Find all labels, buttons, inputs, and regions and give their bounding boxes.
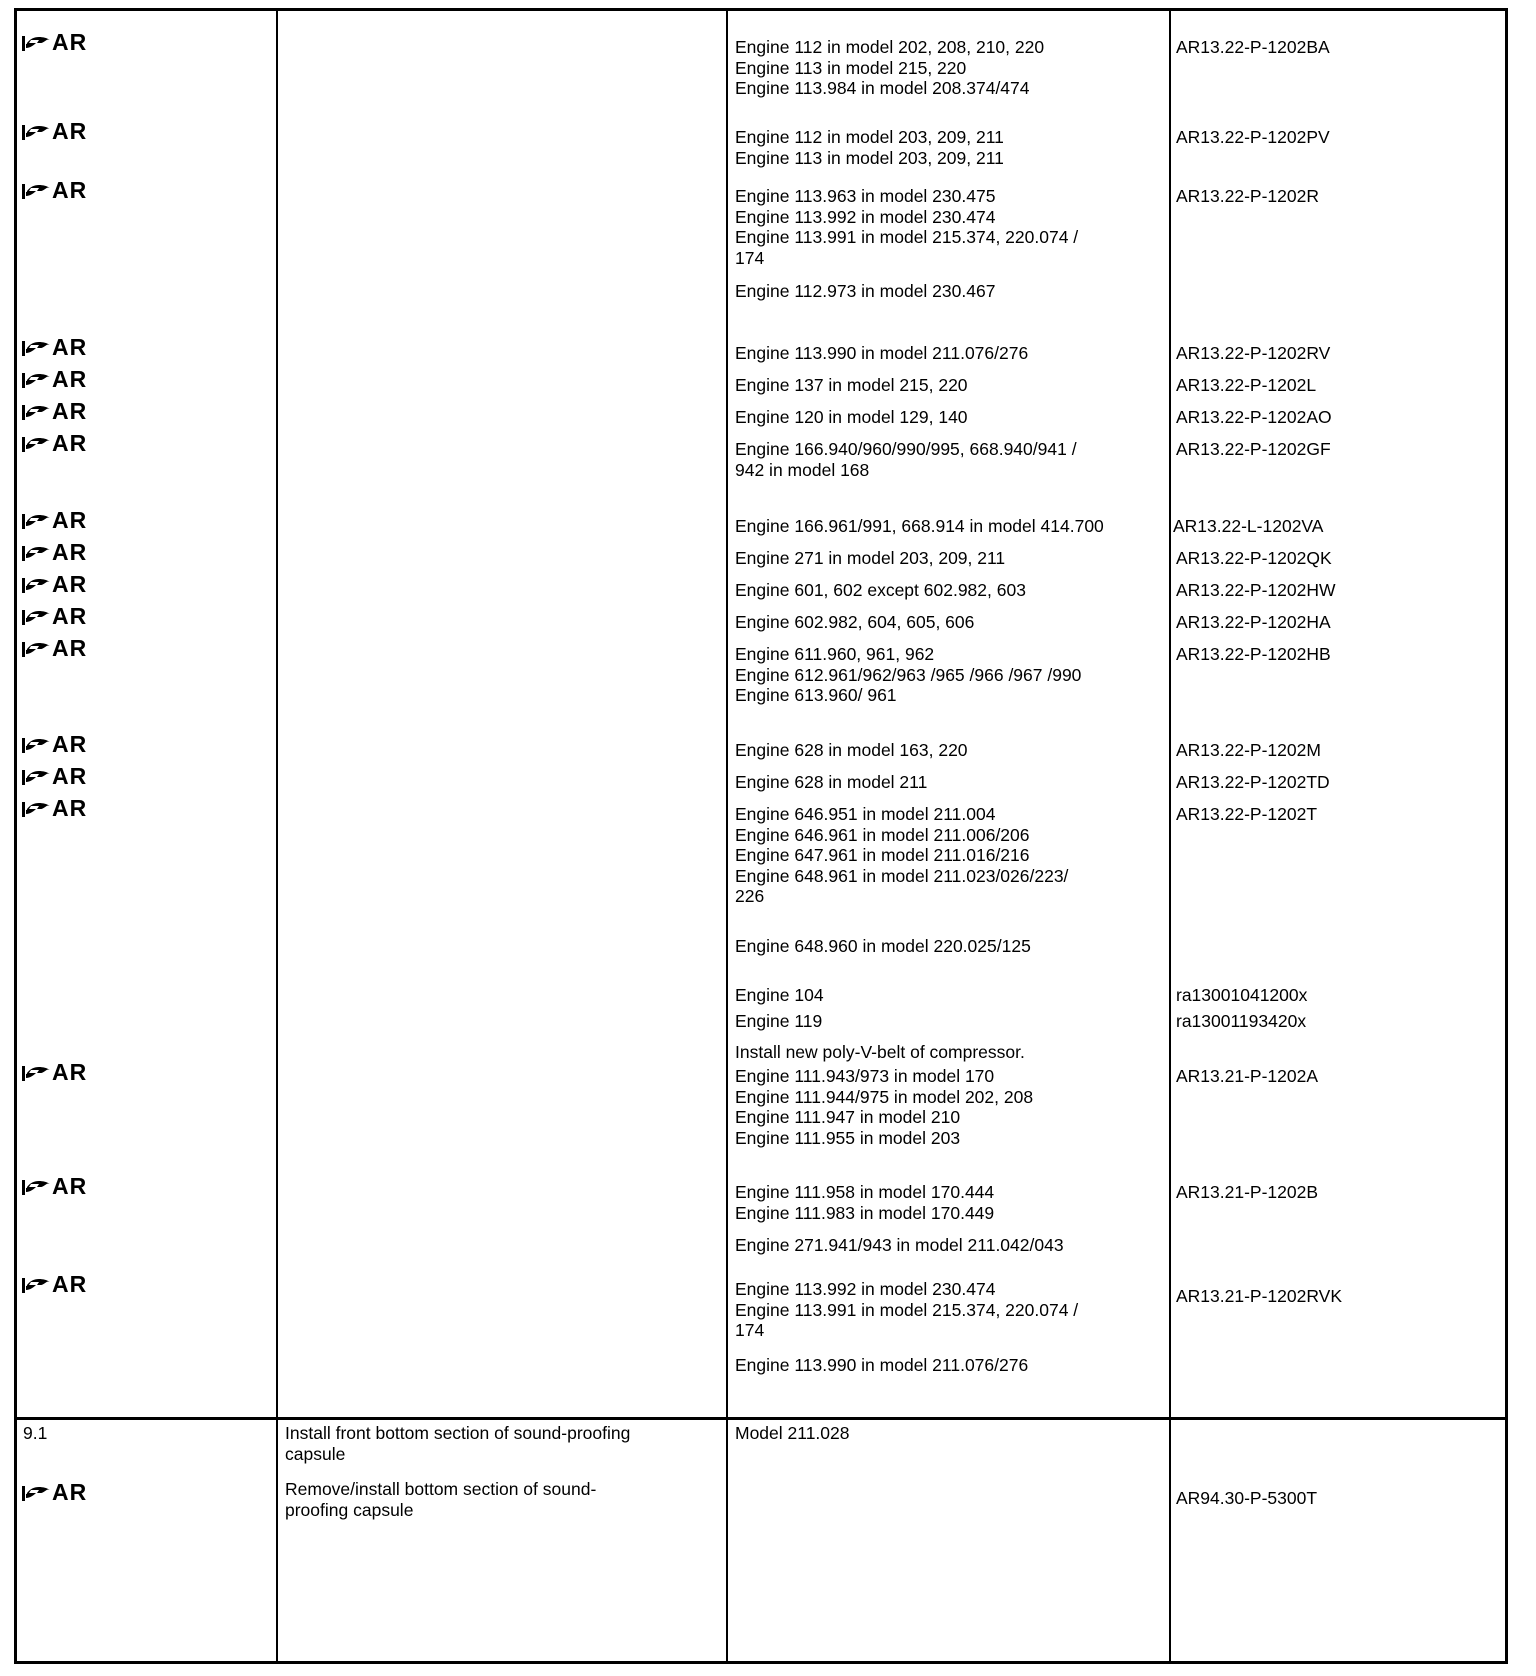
- detail-text: Engine 271 in model 203, 209, 211: [735, 548, 1006, 568]
- ar-marker: [21, 368, 87, 392]
- ar-label: AR: [52, 177, 88, 203]
- hand-pointing-icon: [21, 576, 51, 595]
- ar-marker: [21, 179, 87, 203]
- hand-pointing-icon: [21, 512, 51, 531]
- step-number: 9.1: [23, 1423, 48, 1443]
- hand-pointing-icon: [21, 339, 51, 358]
- detail-text: Engine 113.992 in model 230.474 Engine 113.991 in model 215.374, 220.074 / 174 Engine 113.990 in model 211.076/276: [735, 1279, 1079, 1375]
- detail-text: Engine 111.958 in model 170.444 Engine 111.983 in model 170.449 Engine 271.941/943 in model 211.042/043: [735, 1182, 1064, 1255]
- detail-text: Engine 120 in model 129, 140: [735, 407, 968, 427]
- detail-text: Engine 112 in model 202, 208, 210, 220 Engine 113 in model 215, 220 Engine 113.984 in model 208.374/474: [735, 37, 1045, 98]
- detail-text: Engine 166.940/960/990/995, 668.940/941 / 942 in model 168: [735, 439, 1077, 480]
- ar-label: AR: [52, 334, 88, 360]
- hand-pointing-icon: [21, 371, 51, 390]
- task-text: Install front bottom section of sound-proofing capsule: [285, 1423, 631, 1464]
- hand-pointing-icon: [21, 800, 51, 819]
- code-text: AR13.21-P-1202A: [1176, 1066, 1319, 1086]
- section-divider: [17, 1417, 1505, 1420]
- ar-marker: [21, 432, 87, 456]
- detail-text: Engine 104: [735, 985, 824, 1005]
- table-frame: [14, 8, 1508, 1664]
- hand-pointing-icon: [21, 736, 51, 755]
- ar-marker: [21, 637, 87, 661]
- detail-text: Engine 628 in model 163, 220: [735, 740, 968, 760]
- detail-text: Model 211.028: [735, 1423, 850, 1443]
- ar-marker: [21, 509, 87, 533]
- code-text: AR94.30-P-5300T: [1176, 1488, 1318, 1508]
- detail-text: Engine 112 in model 203, 209, 211 Engine 113 in model 203, 209, 211: [735, 127, 1004, 168]
- ar-marker: [21, 1481, 87, 1505]
- code-text: AR13.22-P-1202M: [1176, 740, 1321, 760]
- ar-label: AR: [52, 430, 88, 456]
- code-text: AR13.22-P-1202T: [1176, 804, 1318, 824]
- code-text: AR13.22-P-1202L: [1176, 375, 1317, 395]
- detail-text: Engine 628 in model 211: [735, 772, 928, 792]
- code-text: AR13.22-P-1202GF: [1176, 439, 1331, 459]
- ar-label: AR: [52, 603, 88, 629]
- ar-label: AR: [52, 398, 88, 424]
- detail-text: Install new poly-V-belt of compressor.: [735, 1042, 1025, 1062]
- ar-label: AR: [52, 635, 88, 661]
- detail-text: Engine 602.982, 604, 605, 606: [735, 612, 975, 632]
- detail-text: Engine 137 in model 215, 220: [735, 375, 968, 395]
- ar-marker: [21, 400, 87, 424]
- hand-pointing-icon: [21, 608, 51, 627]
- ar-label: AR: [52, 118, 88, 144]
- column-divider-2: [726, 11, 728, 1661]
- ar-label: AR: [52, 1059, 88, 1085]
- ar-marker: [21, 1061, 87, 1085]
- code-text: AR13.21-P-1202RVK: [1176, 1286, 1343, 1306]
- code-text: ra13001041200x: [1176, 985, 1308, 1005]
- ar-marker: [21, 541, 87, 565]
- code-text: AR13.22-P-1202RV: [1176, 343, 1331, 363]
- hand-pointing-icon: [21, 640, 51, 659]
- code-text: AR13.22-P-1202BA: [1176, 37, 1330, 57]
- ar-marker: [21, 336, 87, 360]
- ar-label: AR: [52, 571, 88, 597]
- detail-text: Engine 119: [735, 1011, 823, 1031]
- detail-text: Engine 111.943/973 in model 170 Engine 111.944/975 in model 202, 208 Engine 111.947 in model 210 Engine 111.955 in model 203: [735, 1066, 1034, 1148]
- detail-text: Engine 166.961/991, 668.914 in model 414.700: [735, 516, 1104, 536]
- ar-label: AR: [52, 29, 88, 55]
- ar-marker: [21, 605, 87, 629]
- code-text: AR13.22-P-1202HW: [1176, 580, 1336, 600]
- ar-marker: [21, 31, 87, 55]
- ar-marker: [21, 733, 87, 757]
- ar-label: AR: [52, 539, 88, 565]
- hand-pointing-icon: [21, 435, 51, 454]
- ar-label: AR: [52, 507, 88, 533]
- ar-label: AR: [52, 731, 88, 757]
- ar-marker: [21, 1175, 87, 1199]
- detail-text: Engine 601, 602 except 602.982, 603: [735, 580, 1026, 600]
- hand-pointing-icon: [21, 1484, 51, 1503]
- code-text: AR13.22-P-1202R: [1176, 186, 1319, 206]
- task-text: Remove/install bottom section of sound- proofing capsule: [285, 1479, 597, 1520]
- detail-text: Engine 611.960, 961, 962 Engine 612.961/962/963 /965 /966 /967 /990 Engine 613.960/ 961: [735, 644, 1082, 705]
- hand-pointing-icon: [21, 768, 51, 787]
- ar-marker: [21, 573, 87, 597]
- hand-pointing-icon: [21, 403, 51, 422]
- ar-label: AR: [52, 1173, 88, 1199]
- ar-label: AR: [52, 795, 88, 821]
- code-text: AR13.22-P-1202HA: [1176, 612, 1331, 632]
- detail-text: Engine 113.990 in model 211.076/276: [735, 343, 1029, 363]
- hand-pointing-icon: [21, 1064, 51, 1083]
- code-text: AR13.22-P-1202PV: [1176, 127, 1330, 147]
- code-text: AR13.22-P-1202TD: [1176, 772, 1330, 792]
- ar-marker: [21, 120, 87, 144]
- hand-pointing-icon: [21, 123, 51, 142]
- ar-label: AR: [52, 763, 88, 789]
- code-text: AR13.22-P-1202QK: [1176, 548, 1332, 568]
- ar-label: AR: [52, 1479, 88, 1505]
- hand-pointing-icon: [21, 34, 51, 53]
- hand-pointing-icon: [21, 1276, 51, 1295]
- column-divider-1: [276, 11, 278, 1661]
- detail-text: Engine 113.963 in model 230.475 Engine 113.992 in model 230.474 Engine 113.991 in model 215.374, 220.074 / 174 Engine 112.973 in model 230.467: [735, 186, 1079, 301]
- ar-marker: [21, 797, 87, 821]
- code-text: AR13.21-P-1202B: [1176, 1182, 1319, 1202]
- ar-label: AR: [52, 1271, 88, 1297]
- ar-label: AR: [52, 366, 88, 392]
- detail-text: Engine 646.951 in model 211.004 Engine 646.961 in model 211.006/206 Engine 647.961 in model 211.016/216 Engine 648.961 in model 211.023/026/223/ 226 Engine 648.960 in model 220.025/125: [735, 804, 1069, 956]
- hand-pointing-icon: [21, 544, 51, 563]
- column-divider-3: [1169, 11, 1171, 1661]
- ar-marker: [21, 1273, 87, 1297]
- code-text: ra13001193420x: [1176, 1011, 1307, 1031]
- hand-pointing-icon: [21, 182, 51, 201]
- code-text: AR13.22-L-1202VA: [1173, 516, 1324, 536]
- code-text: AR13.22-P-1202AO: [1176, 407, 1332, 427]
- code-text: AR13.22-P-1202HB: [1176, 644, 1331, 664]
- ar-marker: [21, 765, 87, 789]
- hand-pointing-icon: [21, 1178, 51, 1197]
